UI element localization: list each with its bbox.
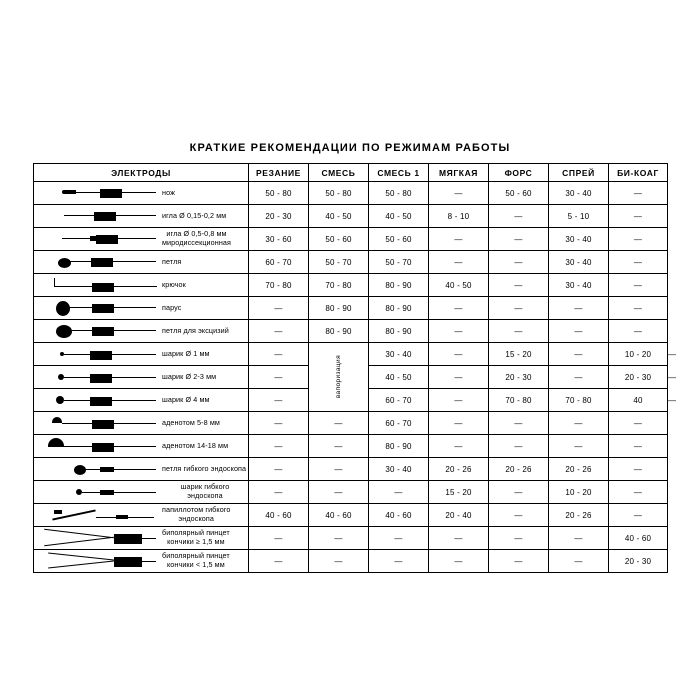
- value-cell: —: [429, 527, 489, 550]
- electrode-cell: [34, 343, 249, 366]
- electrode-sail-icon: [34, 297, 160, 319]
- electrode-endoscope-loop-icon: [34, 458, 160, 480]
- table-row: [34, 297, 668, 320]
- value-cell: 40 - 60: [369, 504, 429, 527]
- value-cell: —: [249, 550, 309, 573]
- value-cell: —: [609, 435, 668, 458]
- value-cell: —: [249, 320, 309, 343]
- electrode-label-line1: биполярный пинцет: [162, 528, 230, 538]
- value-cell: 30 - 40: [369, 343, 429, 366]
- value-cell: —: [489, 228, 549, 251]
- value-cell: 10 - 20: [549, 481, 609, 504]
- electrode-label: [160, 465, 246, 474]
- value-cell: 20 - 26: [429, 458, 489, 481]
- value-cell: —: [429, 550, 489, 573]
- value-cell: —: [309, 481, 369, 504]
- electrode-label: [160, 327, 229, 336]
- value-cell: 20 - 30: [609, 550, 668, 573]
- electrode-cell: [34, 205, 249, 228]
- value-cell: —: [549, 366, 609, 389]
- value-cell: —: [609, 412, 668, 435]
- value-cell: 40 - 60: [609, 527, 668, 550]
- value-cell: —: [249, 412, 309, 435]
- value-cell: —: [309, 458, 369, 481]
- value-cell: —: [429, 251, 489, 274]
- electrode-label-line1: игла Ø 0,15-0,2 мм: [162, 210, 227, 220]
- value-cell: 40 - 60: [249, 504, 309, 527]
- value-cell: 80 - 90: [369, 297, 429, 320]
- col-bikoag: БИ-КОАГ: [609, 164, 668, 182]
- value-cell: —: [489, 550, 549, 573]
- table-row: [34, 274, 668, 297]
- value-cell: 70 - 80: [309, 274, 369, 297]
- value-cell: —: [249, 389, 309, 412]
- electrode-label-line1: петля: [162, 256, 182, 266]
- electrode-excision-loop-icon: [34, 320, 160, 342]
- table-row: [34, 320, 668, 343]
- value-cell: —: [429, 389, 489, 412]
- value-cell: —: [549, 435, 609, 458]
- table-row: [34, 205, 668, 228]
- electrode-ball-4-icon: [34, 389, 160, 411]
- electrode-label: [160, 373, 216, 382]
- value-cell: 60 - 70: [249, 251, 309, 274]
- electrode-bipolar-lt15-icon: [34, 550, 160, 572]
- value-cell: 50 - 60: [489, 182, 549, 205]
- value-cell: 50 - 60: [369, 228, 429, 251]
- value-cell: —: [609, 251, 668, 274]
- electrode-endoscope-ball-icon: [34, 481, 160, 503]
- value-cell: 15 - 20: [429, 481, 489, 504]
- electrode-cell: [34, 504, 249, 527]
- value-cell: —: [249, 366, 309, 389]
- page-title: КРАТКИЕ РЕКОМЕНДАЦИИ ПО РЕЖИМАМ РАБОТЫ: [189, 142, 511, 154]
- col-fors: ФОРС: [489, 164, 549, 182]
- electrode-label-line1: шарик Ø 1 мм: [162, 348, 210, 358]
- value-cell: —: [249, 458, 309, 481]
- value-cell: 70 - 80: [549, 389, 609, 412]
- electrode-label: [160, 189, 175, 198]
- value-cell: —: [489, 251, 549, 274]
- value-cell: 80 - 90: [309, 297, 369, 320]
- value-cell: —: [429, 182, 489, 205]
- value-cell: 10 - 20: [609, 343, 668, 366]
- value-cell: —: [489, 320, 549, 343]
- value-cell: 50 - 80: [369, 182, 429, 205]
- electrode-knife-icon: [34, 182, 160, 204]
- table-row: [34, 435, 668, 458]
- value-cell: 60 - 70: [369, 412, 429, 435]
- electrode-label: [160, 230, 231, 247]
- value-cell: —: [609, 228, 668, 251]
- value-cell: —: [309, 435, 369, 458]
- value-cell: 70 - 80: [489, 389, 549, 412]
- electrode-label-line1: крючок: [162, 279, 186, 289]
- value-cell: 80 - 90: [369, 435, 429, 458]
- vaporization-label-cell: [309, 343, 369, 412]
- value-cell: —: [549, 297, 609, 320]
- electrode-label-line1: шарик Ø 2-3 мм: [162, 371, 217, 381]
- electrode-label: [160, 304, 181, 313]
- electrode-cell: [34, 481, 249, 504]
- electrode-label-line1: аденотом 14-18 мм: [162, 440, 229, 450]
- electrode-label: [160, 442, 228, 451]
- value-cell: —: [369, 550, 429, 573]
- value-cell: 40 - 60: [309, 504, 369, 527]
- electrode-label-line2: миродиссекционная: [162, 238, 231, 247]
- electrode-hook-icon: [34, 274, 160, 296]
- col-rezanie: РЕЗАНИЕ: [249, 164, 309, 182]
- value-cell: —: [489, 274, 549, 297]
- value-cell: —: [429, 412, 489, 435]
- electrode-ball-23-icon: [34, 366, 160, 388]
- value-cell: 40 - 50: [369, 366, 429, 389]
- electrode-bipolar-15-icon: [34, 527, 160, 549]
- electrode-label-line1: шарик гибкого эндоскопа: [180, 482, 230, 500]
- table-row: [34, 412, 668, 435]
- value-cell: 40 - 50: [309, 205, 369, 228]
- value-cell: 20 - 26: [549, 504, 609, 527]
- electrode-label: [160, 483, 248, 500]
- electrode-cell: [34, 412, 249, 435]
- value-cell: 20 - 30: [609, 366, 668, 389]
- value-cell: —: [489, 205, 549, 228]
- electrode-cell: [34, 389, 249, 412]
- table-body: [34, 182, 677, 573]
- electrode-adenotome-58-icon: [34, 412, 160, 434]
- value-cell: —: [609, 320, 668, 343]
- table-header-row: [34, 164, 668, 182]
- electrode-cell: [34, 366, 249, 389]
- value-cell: —: [309, 412, 369, 435]
- electrode-label-line1: папиллотом гибкого: [162, 505, 231, 515]
- value-cell: 8 - 10: [429, 205, 489, 228]
- value-cell: —: [489, 412, 549, 435]
- table-row: [34, 228, 668, 251]
- value-cell: —: [609, 205, 668, 228]
- table-row: [34, 550, 668, 573]
- electrode-papillotome-icon: [34, 504, 160, 526]
- value-cell: 30 - 60: [249, 228, 309, 251]
- value-cell: —: [249, 297, 309, 320]
- electrode-label-line1: биполярный пинцет: [162, 551, 230, 561]
- electrode-cell: [34, 251, 249, 274]
- value-cell: —: [249, 481, 309, 504]
- value-cell: —: [549, 527, 609, 550]
- electrode-label-line2: кончики < 1,5 мм: [166, 560, 225, 569]
- electrode-label-line2: кончики ≥ 1,5 мм: [167, 537, 225, 546]
- col-electrodes: ЭЛЕКТРОДЫ: [34, 164, 249, 182]
- value-cell: —: [609, 182, 668, 205]
- value-cell: —: [429, 366, 489, 389]
- value-cell: 30 - 40: [549, 251, 609, 274]
- value-cell: —: [489, 504, 549, 527]
- value-cell: 40 - 50: [369, 205, 429, 228]
- value-cell: —: [489, 297, 549, 320]
- electrode-needle-015-icon: [34, 205, 160, 227]
- electrode-cell: [34, 550, 249, 573]
- electrode-label-line1: аденотом 5-8 мм: [162, 417, 220, 427]
- col-smes1: СМЕСЬ 1: [369, 164, 429, 182]
- value-cell: 50 - 70: [309, 251, 369, 274]
- electrode-loop-icon: [34, 251, 160, 273]
- value-cell: 20 - 26: [549, 458, 609, 481]
- electrode-label-line1: петля гибкого эндоскопа: [162, 463, 247, 473]
- value-cell: —: [309, 527, 369, 550]
- electrode-label: [160, 529, 230, 546]
- electrode-label: [160, 396, 210, 405]
- value-cell: —: [429, 343, 489, 366]
- vaporization-label: вапоризация: [335, 355, 342, 399]
- value-cell: 30 - 40: [549, 182, 609, 205]
- value-cell: —: [369, 527, 429, 550]
- value-cell: —: [369, 481, 429, 504]
- value-cell: —: [609, 458, 668, 481]
- value-cell: —: [549, 320, 609, 343]
- electrode-adenotome-1418-icon: [34, 435, 160, 457]
- value-cell: —: [609, 297, 668, 320]
- recommendations-table: [33, 163, 677, 573]
- electrode-cell: [34, 274, 249, 297]
- value-cell: 5 - 10: [549, 205, 609, 228]
- value-cell: 20 - 30: [489, 366, 549, 389]
- col-myagkaya: МЯГКАЯ: [429, 164, 489, 182]
- electrode-cell: [34, 182, 249, 205]
- value-cell: 70 - 80: [249, 274, 309, 297]
- value-cell: —: [489, 527, 549, 550]
- table-row: [34, 251, 668, 274]
- value-cell: —: [429, 320, 489, 343]
- col-smes: СМЕСЬ: [309, 164, 369, 182]
- value-cell: 30 - 40: [369, 458, 429, 481]
- electrode-label-line1: игла Ø 0,5-0,8 мм: [166, 229, 227, 239]
- electrode-label: [160, 350, 210, 359]
- value-cell: —: [609, 274, 668, 297]
- value-cell: 40: [609, 389, 668, 412]
- electrode-cell: [34, 527, 249, 550]
- value-cell: —: [429, 297, 489, 320]
- electrode-cell: [34, 320, 249, 343]
- electrode-label: [160, 212, 226, 221]
- value-cell: 80 - 90: [369, 320, 429, 343]
- value-cell: —: [429, 435, 489, 458]
- electrode-cell: [34, 297, 249, 320]
- value-cell: 80 - 90: [369, 274, 429, 297]
- table-row: [34, 458, 668, 481]
- electrode-label: [160, 419, 220, 428]
- electrode-label: [160, 258, 181, 267]
- electrode-cell: [34, 228, 249, 251]
- electrode-needle-05-icon: [34, 228, 160, 250]
- value-cell: —: [429, 228, 489, 251]
- table-row: шарик Ø 2-3 мм — 40 - 50 — 20 - 30 — 20 - 30 —: [34, 366, 668, 389]
- table-row: [34, 182, 668, 205]
- value-cell: 50 - 80: [249, 182, 309, 205]
- value-cell: 30 - 40: [549, 274, 609, 297]
- value-cell: 80 - 90: [309, 320, 369, 343]
- electrode-cell: [34, 458, 249, 481]
- value-cell: —: [609, 481, 668, 504]
- value-cell: —: [549, 343, 609, 366]
- value-cell: 30 - 40: [549, 228, 609, 251]
- electrode-label-line2: эндоскопа: [178, 514, 214, 523]
- electrode-label: [160, 552, 230, 569]
- value-cell: 20 - 26: [489, 458, 549, 481]
- value-cell: 40 - 50: [429, 274, 489, 297]
- table-row: [34, 504, 668, 527]
- electrode-label-line1: парус: [162, 302, 182, 312]
- value-cell: 15 - 20: [489, 343, 549, 366]
- value-cell: 50 - 70: [369, 251, 429, 274]
- value-cell: —: [549, 412, 609, 435]
- value-cell: 20 - 30: [249, 205, 309, 228]
- electrode-ball-1-icon: [34, 343, 160, 365]
- electrode-label-line1: петля для эксцизий: [162, 325, 229, 335]
- value-cell: —: [609, 504, 668, 527]
- value-cell: 20 - 40: [429, 504, 489, 527]
- electrode-label-line1: нож: [162, 187, 175, 197]
- value-cell: —: [489, 481, 549, 504]
- value-cell: —: [249, 435, 309, 458]
- value-cell: 60 - 70: [369, 389, 429, 412]
- value-cell: —: [249, 527, 309, 550]
- value-cell: 50 - 80: [309, 182, 369, 205]
- table-row: [34, 481, 668, 504]
- table-row: [34, 527, 668, 550]
- value-cell: —: [549, 550, 609, 573]
- table-row: шарик Ø 1 мм — вапоризация 30 - 40 — 15 - 20 — 10 - 20 —: [34, 343, 668, 366]
- value-cell: 50 - 60: [309, 228, 369, 251]
- electrode-cell: [34, 435, 249, 458]
- value-cell: —: [309, 550, 369, 573]
- electrode-label: [160, 506, 231, 523]
- value-cell: —: [489, 435, 549, 458]
- electrode-label: [160, 281, 186, 290]
- col-sprey: СПРЕЙ: [549, 164, 609, 182]
- table-row: шарик Ø 4 мм — 60 - 70 — 70 - 80 70 - 80 40 —: [34, 389, 668, 412]
- electrode-label-line1: шарик Ø 4 мм: [162, 394, 210, 404]
- value-cell: —: [249, 343, 309, 366]
